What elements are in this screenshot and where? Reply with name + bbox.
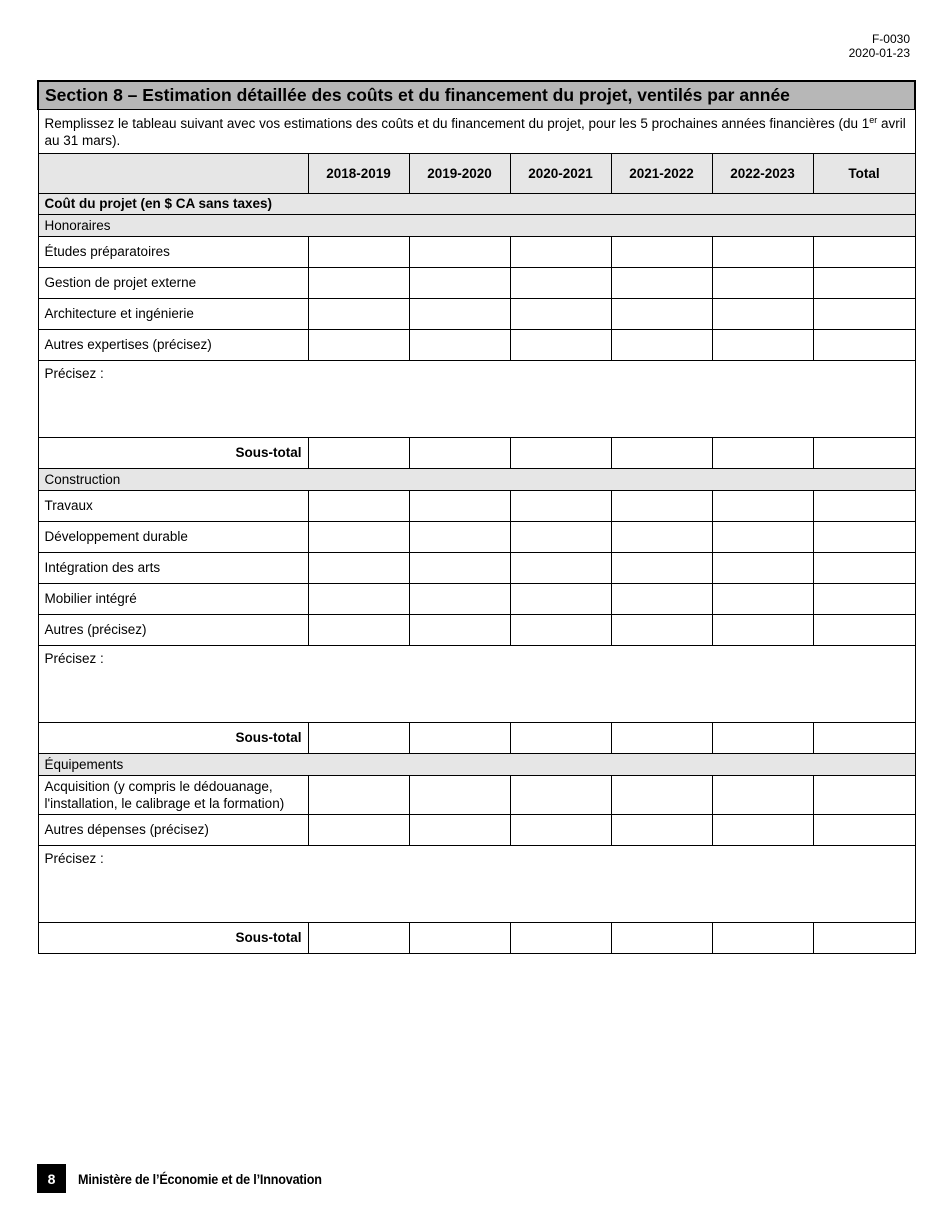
amount-input-cell[interactable] <box>712 329 813 360</box>
category-header: Honoraires <box>38 214 915 236</box>
amount-input-cell[interactable] <box>813 775 915 814</box>
subtotal-label: Sous-total <box>38 922 308 953</box>
amount-input-cell[interactable] <box>611 922 712 953</box>
cost-line-label: Intégration des arts <box>38 552 308 583</box>
amount-input-cell[interactable] <box>611 521 712 552</box>
ministry-name: Ministère de l’Économie et de l’Innovation <box>78 1170 322 1187</box>
amount-input-cell[interactable] <box>611 437 712 468</box>
amount-input-cell[interactable] <box>510 922 611 953</box>
amount-input-cell[interactable] <box>510 329 611 360</box>
amount-input-cell[interactable] <box>813 437 915 468</box>
amount-input-cell[interactable] <box>611 775 712 814</box>
amount-input-cell[interactable] <box>712 775 813 814</box>
amount-input-cell[interactable] <box>813 552 915 583</box>
amount-input-cell[interactable] <box>409 267 510 298</box>
amount-input-cell[interactable] <box>611 329 712 360</box>
amount-input-cell[interactable] <box>308 583 409 614</box>
amount-input-cell[interactable] <box>611 267 712 298</box>
amount-input-cell[interactable] <box>409 922 510 953</box>
amount-input-cell[interactable] <box>409 814 510 845</box>
subtotal-row <box>38 722 915 753</box>
amount-input-cell[interactable] <box>510 614 611 645</box>
amount-input-cell[interactable] <box>409 775 510 814</box>
amount-input-cell[interactable] <box>510 775 611 814</box>
column-header: 2022-2023 <box>712 153 813 193</box>
amount-input-cell[interactable] <box>510 722 611 753</box>
column-header: 2020-2021 <box>510 153 611 193</box>
column-header: 2019-2020 <box>409 153 510 193</box>
cost-line-row <box>38 583 915 614</box>
specify-text-area[interactable]: Précisez : <box>38 360 915 437</box>
amount-input-cell[interactable] <box>712 614 813 645</box>
column-header-row <box>38 153 915 193</box>
amount-input-cell[interactable] <box>409 329 510 360</box>
amount-input-cell[interactable] <box>409 437 510 468</box>
amount-input-cell[interactable] <box>712 437 813 468</box>
amount-input-cell[interactable] <box>308 437 409 468</box>
amount-input-cell[interactable] <box>308 814 409 845</box>
amount-input-cell[interactable] <box>308 267 409 298</box>
amount-input-cell[interactable] <box>712 814 813 845</box>
subtotal-row <box>38 437 915 468</box>
form-code-block <box>849 32 910 60</box>
amount-input-cell[interactable] <box>813 490 915 521</box>
amount-input-cell[interactable] <box>712 298 813 329</box>
cost-line-label: Autres (précisez) <box>38 614 308 645</box>
cost-line-label: Développement durable <box>38 521 308 552</box>
amount-input-cell[interactable] <box>712 552 813 583</box>
amount-input-cell[interactable] <box>510 236 611 267</box>
amount-input-cell[interactable] <box>611 722 712 753</box>
category-header: Équipements <box>38 753 915 775</box>
amount-input-cell[interactable] <box>611 298 712 329</box>
instruction-text-end: avril au 31 mars). <box>44 116 906 148</box>
amount-input-cell[interactable] <box>813 298 915 329</box>
subtotal-label: Sous-total <box>38 437 308 468</box>
cost-line-label: Études préparatoires <box>38 236 308 267</box>
amount-input-cell[interactable] <box>409 298 510 329</box>
form-date: 2020-01-23 <box>848 46 910 60</box>
amount-input-cell[interactable] <box>813 614 915 645</box>
page-footer <box>37 1164 349 1193</box>
amount-input-cell[interactable] <box>813 722 915 753</box>
amount-input-cell[interactable] <box>712 922 813 953</box>
cost-line-row <box>38 329 915 360</box>
subtotal-label: Sous-total <box>38 722 308 753</box>
amount-input-cell[interactable] <box>409 583 510 614</box>
specify-text-area[interactable]: Précisez : <box>38 645 915 722</box>
cost-line-row <box>38 267 915 298</box>
instruction-superscript: er <box>869 115 878 125</box>
cost-line-row <box>38 552 915 583</box>
amount-input-cell[interactable] <box>611 490 712 521</box>
amount-input-cell[interactable] <box>409 722 510 753</box>
amount-input-cell[interactable] <box>510 437 611 468</box>
amount-input-cell[interactable] <box>409 236 510 267</box>
amount-input-cell[interactable] <box>308 521 409 552</box>
cost-line-row <box>38 490 915 521</box>
cost-line-row <box>38 775 915 814</box>
amount-input-cell[interactable] <box>813 583 915 614</box>
amount-input-cell[interactable] <box>712 490 813 521</box>
cost-line-row <box>38 814 915 845</box>
amount-input-cell[interactable] <box>308 922 409 953</box>
instruction-text-start: Remplissez le tableau suivant avec vos estimations des coûts et du financement du projet, pour les 5 prochaines années financières (du 1 <box>44 116 870 131</box>
amount-input-cell[interactable] <box>409 614 510 645</box>
category-header: Construction <box>38 468 915 490</box>
amount-input-cell[interactable] <box>308 775 409 814</box>
amount-input-cell[interactable] <box>712 722 813 753</box>
amount-input-cell[interactable] <box>409 521 510 552</box>
cost-line-row <box>38 236 915 267</box>
amount-input-cell[interactable] <box>712 521 813 552</box>
subtotal-row <box>38 922 915 953</box>
amount-input-cell[interactable] <box>510 552 611 583</box>
amount-input-cell[interactable] <box>611 614 712 645</box>
amount-input-cell[interactable] <box>510 521 611 552</box>
amount-input-cell[interactable] <box>308 329 409 360</box>
amount-input-cell[interactable] <box>510 267 611 298</box>
amount-input-cell[interactable] <box>813 814 915 845</box>
column-header: Total <box>813 153 915 193</box>
cost-line-row <box>38 298 915 329</box>
amount-input-cell[interactable] <box>813 922 915 953</box>
amount-input-cell[interactable] <box>308 236 409 267</box>
amount-input-cell[interactable] <box>611 583 712 614</box>
amount-input-cell[interactable] <box>308 298 409 329</box>
cost-line-label: Autres dépenses (précisez) <box>38 814 308 845</box>
cost-line-label: Mobilier intégré <box>38 583 308 614</box>
amount-input-cell[interactable] <box>308 490 409 521</box>
amount-input-cell[interactable] <box>510 583 611 614</box>
amount-input-cell[interactable] <box>510 490 611 521</box>
cost-line-row <box>38 614 915 645</box>
amount-input-cell[interactable] <box>813 267 915 298</box>
amount-input-cell[interactable] <box>308 552 409 583</box>
amount-input-cell[interactable] <box>712 583 813 614</box>
specify-text-area[interactable]: Précisez : <box>38 845 915 922</box>
section-instruction <box>38 109 915 153</box>
amount-input-cell[interactable] <box>409 490 510 521</box>
cost-header: Coût du projet (en $ CA sans taxes) <box>38 193 915 214</box>
amount-input-cell[interactable] <box>712 236 813 267</box>
amount-input-cell[interactable] <box>611 814 712 845</box>
column-header: 2018-2019 <box>308 153 409 193</box>
form-code: F-0030 <box>871 32 910 46</box>
page-number: 8 <box>37 1164 66 1193</box>
column-header: 2021-2022 <box>611 153 712 193</box>
amount-input-cell[interactable] <box>712 267 813 298</box>
amount-input-cell[interactable] <box>611 552 712 583</box>
amount-input-cell[interactable] <box>510 298 611 329</box>
amount-input-cell[interactable] <box>813 521 915 552</box>
amount-input-cell[interactable] <box>510 814 611 845</box>
amount-input-cell[interactable] <box>611 236 712 267</box>
amount-input-cell[interactable] <box>409 552 510 583</box>
amount-input-cell[interactable] <box>813 236 915 267</box>
cost-line-label: Acquisition (y compris le dédouanage, l'installation, le calibrage et la formation) <box>38 775 308 814</box>
cost-line-label: Autres expertises (précisez) <box>38 329 308 360</box>
cost-estimate-table <box>37 80 916 954</box>
amount-input-cell[interactable] <box>813 329 915 360</box>
section-title: Section 8 – Estimation détaillée des coûts et du financement du projet, ventilés par année <box>38 81 915 109</box>
cost-line-label: Architecture et ingénierie <box>38 298 308 329</box>
cost-line-label: Gestion de projet externe <box>38 267 308 298</box>
amount-input-cell[interactable] <box>308 722 409 753</box>
cost-line-label: Travaux <box>38 490 308 521</box>
amount-input-cell[interactable] <box>308 614 409 645</box>
header-blank-cell <box>38 153 308 193</box>
cost-line-row <box>38 521 915 552</box>
